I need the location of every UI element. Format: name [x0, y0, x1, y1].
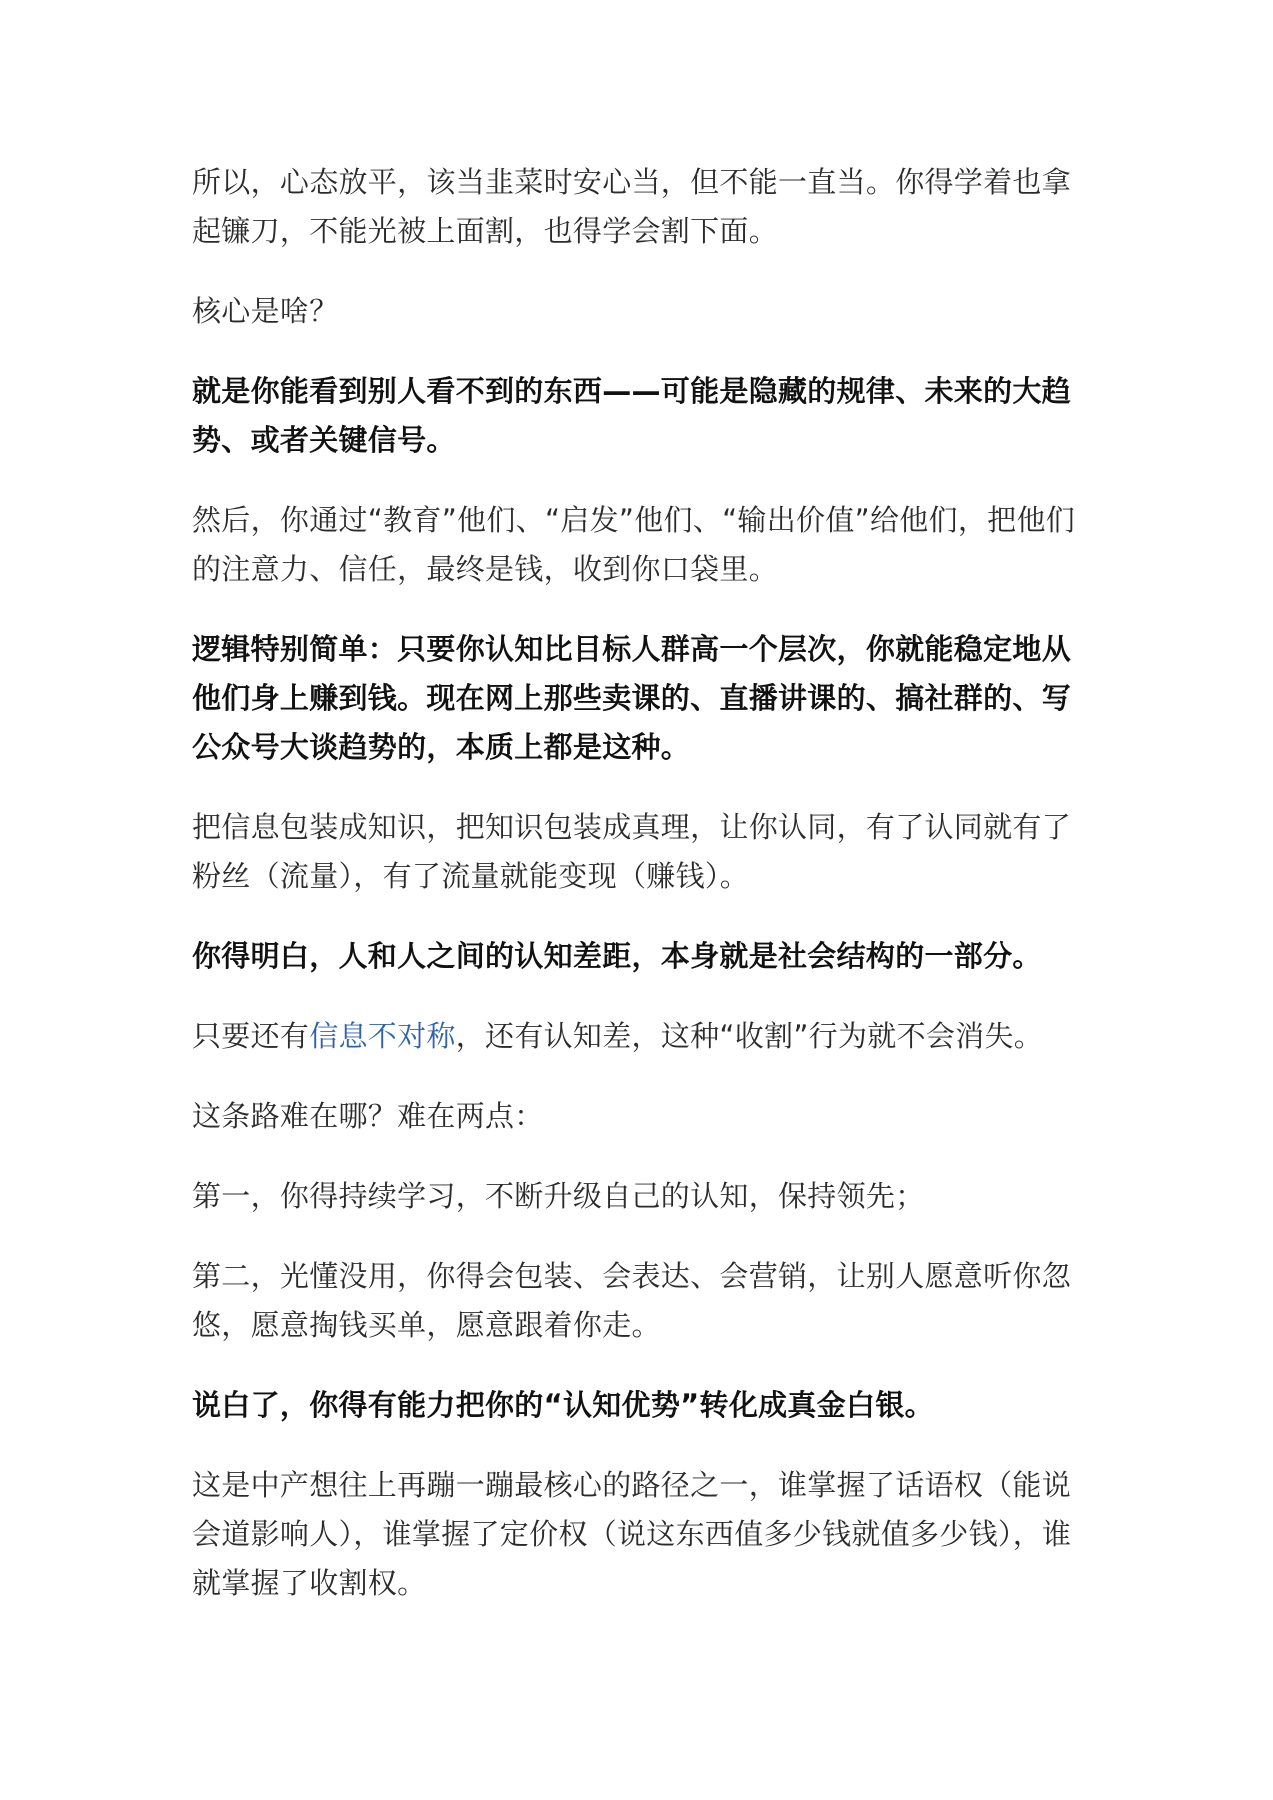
paragraph-10: 第一，你得持续学习，不断升级自己的认知，保持领先；: [192, 1179, 925, 1213]
paragraph-11: 第二，光懂没用，你得会包装、会表达、会营销，让别人愿意听你忽悠，愿意掏钱买单，愿意跟着你走。: [192, 1259, 1072, 1342]
paragraph-2: 核心是啥？: [192, 294, 339, 328]
paragraph-3-bold: 就是你能看到别人看不到的东西——可能是隐藏的规律、未来的大趋势、或者关键信号。: [192, 374, 1072, 457]
paragraph-8-text-before: 只要还有: [192, 1019, 310, 1053]
info-asymmetry-link[interactable]: 信息不对称: [309, 1019, 456, 1053]
paragraph-12-bold: 说白了，你得有能力把你的“认知优势”转化成真金白银。: [192, 1388, 934, 1422]
paragraph-6: 把信息包装成知识，把知识包装成真理，让你认同，有了认同就有了粉丝（流量），有了流量就能变现（赚钱）。: [192, 810, 1072, 893]
paragraph-8: [192, 1012, 1092, 1061]
article-body: [192, 158, 1092, 1608]
paragraph-13: 这是中产想往上再蹦一蹦最核心的路径之一，谁掌握了话语权（能说会道影响人），谁掌握了定价权（说这东西值多少钱就值多少钱），谁就掌握了收割权。: [192, 1468, 1072, 1600]
paragraph-5-bold: 逻辑特别简单：只要你认知比目标人群高一个层次，你就能稳定地从他们身上赚到钱。现在网上那些卖课的、直播讲课的、搞社群的、写公众号大谈趋势的，本质上都是这种。: [192, 632, 1072, 764]
paragraph-4: 然后，你通过“教育”他们、“启发”他们、“输出价值”给他们，把他们的注意力、信任，最终是钱，收到你口袋里。: [192, 503, 1076, 586]
paragraph-7-bold: 你得明白，人和人之间的认知差距，本身就是社会结构的一部分。: [192, 939, 1042, 973]
paragraph-9: 这条路难在哪？难在两点：: [192, 1099, 544, 1133]
paragraph-8-text-after: ，还有认知差，这种“收割”行为就不会消失。: [455, 1019, 1044, 1053]
paragraph-1: 所以，心态放平，该当韭菜时安心当，但不能一直当。你得学着也拿起镰刀，不能光被上面割，也得学会割下面。: [192, 165, 1072, 248]
